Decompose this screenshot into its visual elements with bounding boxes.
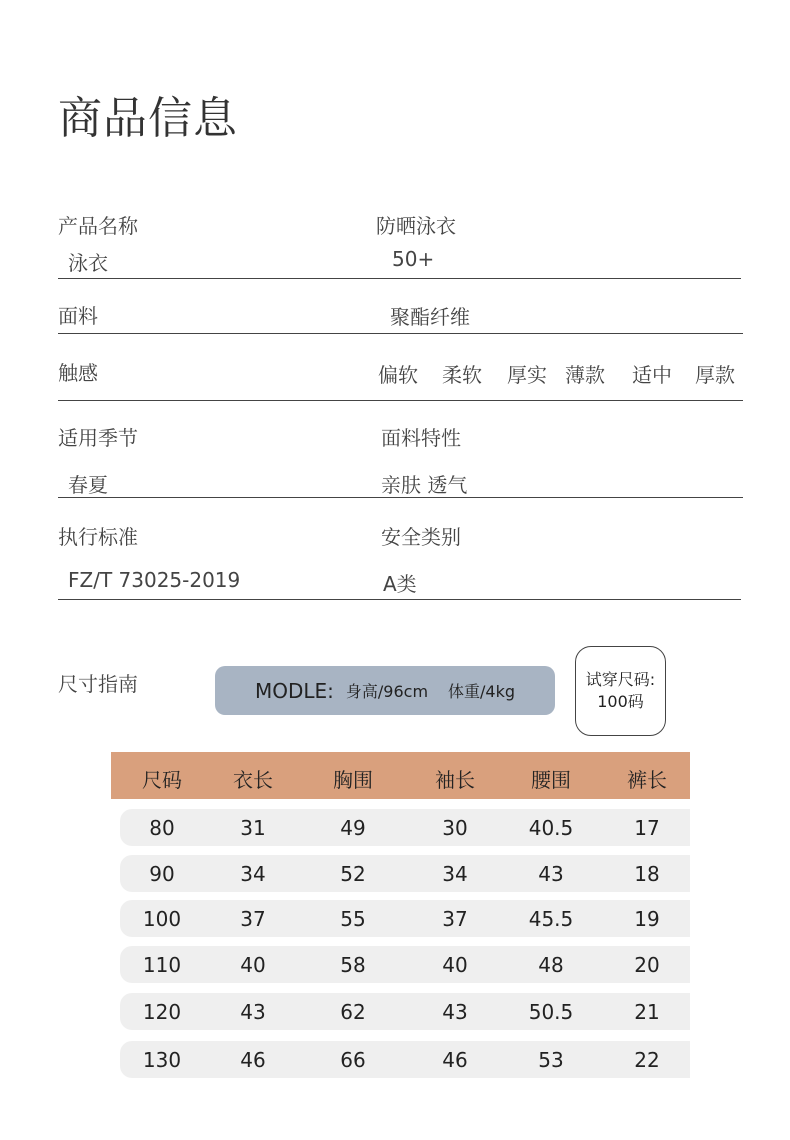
fabric-value: 聚酯纤维 xyxy=(390,305,470,329)
page-title: 商品信息 xyxy=(58,93,238,144)
season-value: 春夏 xyxy=(68,473,108,497)
category-value: 50+ xyxy=(392,247,435,271)
model-height: 身高/96cm xyxy=(345,682,429,701)
cell-sleeve: 43 xyxy=(442,1000,468,1024)
feel-option: 偏软 xyxy=(378,363,418,387)
category-label: 防晒泳衣 xyxy=(376,214,456,238)
cell-length: 43 xyxy=(240,1000,266,1024)
standard-value: FZ/T 73025-2019 xyxy=(68,568,241,592)
header-pants: 裤长 xyxy=(627,768,667,792)
tryon-label: 试穿尺码: xyxy=(585,670,656,689)
table-row xyxy=(120,993,690,1030)
feel-option: 薄款 xyxy=(565,363,605,387)
cell-waist: 45.5 xyxy=(528,907,574,931)
cell-length: 34 xyxy=(240,862,266,886)
feel-option: 厚款 xyxy=(695,363,735,387)
divider xyxy=(58,497,743,498)
cell-size: 100 xyxy=(142,907,182,931)
model-weight: 体重/4kg xyxy=(448,682,516,701)
fabric-feature-value: 亲肤 透气 xyxy=(381,473,468,497)
model-prefix: MODLE: xyxy=(254,678,334,703)
header-waist: 腰围 xyxy=(531,768,571,792)
standard-label: 执行标准 xyxy=(58,525,138,549)
cell-size: 120 xyxy=(142,1000,182,1024)
divider xyxy=(58,599,741,600)
safety-label: 安全类别 xyxy=(381,525,461,549)
cell-chest: 58 xyxy=(340,953,366,977)
cell-chest: 52 xyxy=(340,862,366,886)
table-row xyxy=(120,946,690,983)
cell-waist: 53 xyxy=(538,1048,564,1072)
cell-sleeve: 40 xyxy=(442,953,468,977)
cell-size: 110 xyxy=(142,953,182,977)
cell-waist: 40.5 xyxy=(528,816,574,840)
cell-chest: 62 xyxy=(340,1000,366,1024)
model-info-pill xyxy=(215,666,555,715)
tryon-size-box xyxy=(575,646,666,736)
divider xyxy=(58,333,743,334)
size-guide-label: 尺寸指南 xyxy=(58,672,138,696)
feel-label: 触感 xyxy=(58,361,98,385)
cell-sleeve: 46 xyxy=(442,1048,468,1072)
feel-option: 适中 xyxy=(632,363,672,387)
header-sleeve: 袖长 xyxy=(435,768,475,792)
season-label: 适用季节 xyxy=(58,426,138,450)
size-table-header xyxy=(111,752,690,799)
feel-option: 厚实 xyxy=(507,363,547,387)
safety-value: A类 xyxy=(383,572,417,596)
divider xyxy=(58,400,743,401)
cell-chest: 55 xyxy=(340,907,366,931)
header-length: 衣长 xyxy=(233,768,273,792)
cell-sleeve: 30 xyxy=(442,816,468,840)
cell-size: 130 xyxy=(142,1048,182,1072)
cell-sleeve: 37 xyxy=(442,907,468,931)
cell-pants: 22 xyxy=(634,1048,660,1072)
cell-chest: 66 xyxy=(340,1048,366,1072)
header-chest: 胸围 xyxy=(333,768,373,792)
table-row xyxy=(120,809,690,846)
cell-length: 31 xyxy=(240,816,266,840)
cell-size: 80 xyxy=(149,816,175,840)
cell-length: 46 xyxy=(240,1048,266,1072)
cell-sleeve: 34 xyxy=(442,862,468,886)
cell-chest: 49 xyxy=(340,816,366,840)
header-size: 尺码 xyxy=(142,768,182,792)
fabric-feature-label: 面料特性 xyxy=(381,426,461,450)
cell-pants: 20 xyxy=(634,953,660,977)
cell-pants: 17 xyxy=(634,816,660,840)
product-name-label: 产品名称 xyxy=(58,214,138,238)
cell-length: 37 xyxy=(240,907,266,931)
cell-length: 40 xyxy=(240,953,266,977)
fabric-label: 面料 xyxy=(58,304,98,328)
cell-waist: 43 xyxy=(538,862,564,886)
feel-option: 柔软 xyxy=(442,363,482,387)
product-name-value: 泳衣 xyxy=(68,251,108,275)
cell-pants: 18 xyxy=(634,862,660,886)
divider xyxy=(58,278,741,279)
cell-pants: 19 xyxy=(634,907,660,931)
table-row xyxy=(120,1041,690,1078)
table-row xyxy=(120,900,690,937)
tryon-value: 100码 xyxy=(597,692,644,711)
cell-waist: 48 xyxy=(538,953,564,977)
cell-pants: 21 xyxy=(634,1000,660,1024)
cell-waist: 50.5 xyxy=(528,1000,574,1024)
table-row xyxy=(120,855,690,892)
cell-size: 90 xyxy=(149,862,175,886)
